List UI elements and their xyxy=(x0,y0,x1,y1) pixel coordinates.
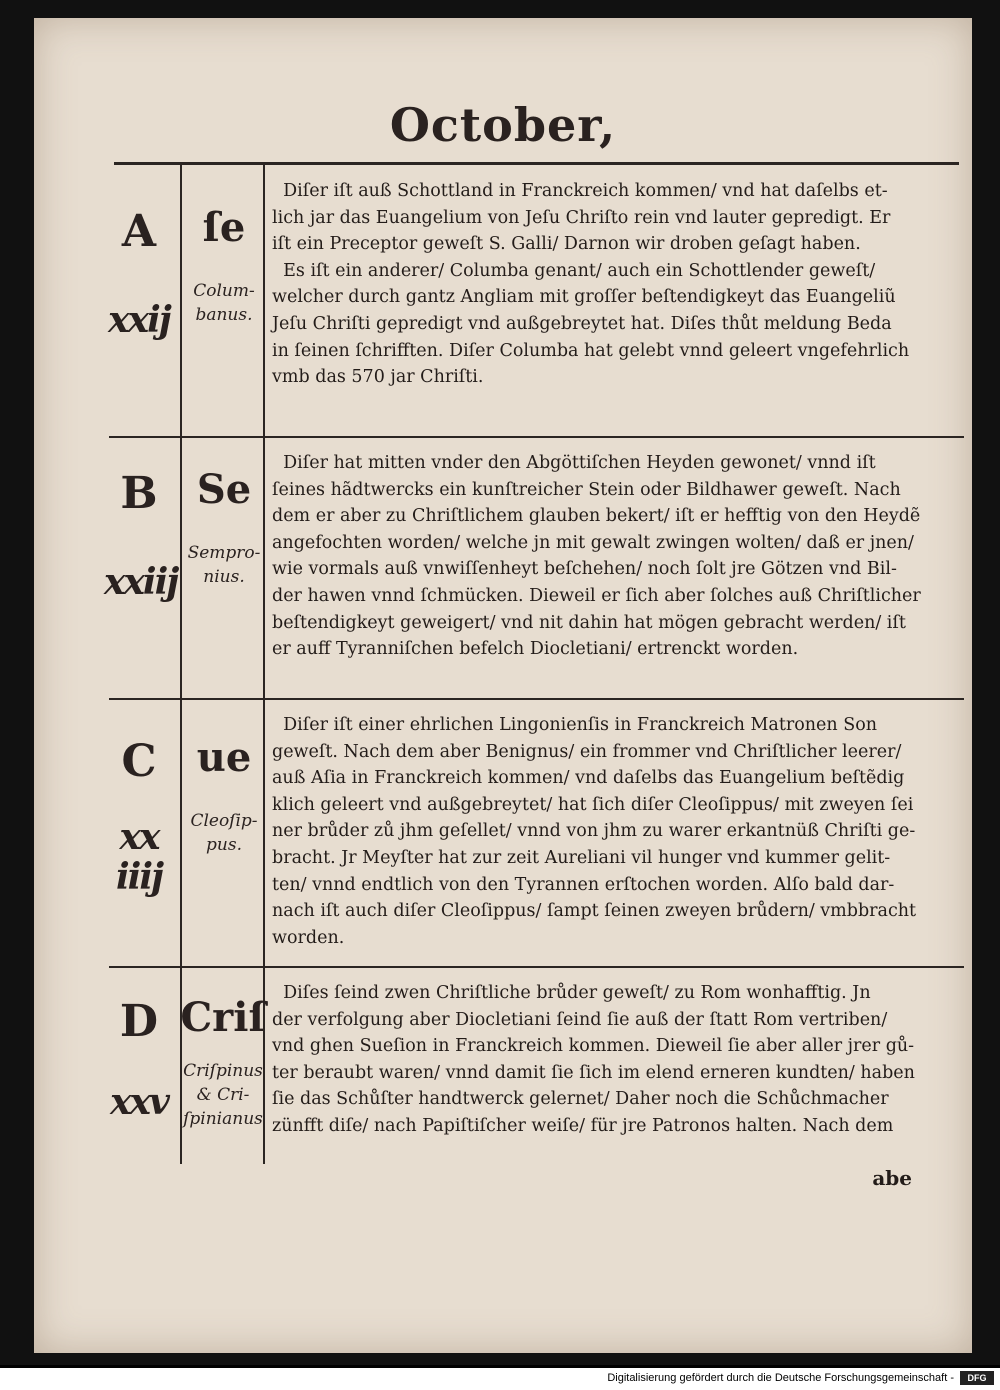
dominical-letter: C xyxy=(121,736,157,787)
top-rule xyxy=(114,162,959,165)
entry-text: Diſer iſt auß Schottland in Franckreich kommen/ vnd hat daſelbs et- lich jar das Euangelium von Jeſu Chriſto rein vnd lauter gepredigt. Er iſt ein Preceptor geweſt S. Galli/ Darnon wir droben geſagt haben. Es iſt ein anderer/ Columba genant/ auch ein Schottlender geweſt/ welcher durch gantz Angliam mit groſſer beſtendigkeyt das Euangeliũ Jeſu Chriſti gepredigt vnd außgebreytet hat. Diſes thůt meldung Beda in ſeinen ſchrifften. Diſer Columba hat gelebt vnnd geleert vngefehrlich vmb das 570 jar Chriſti. xyxy=(272,181,910,388)
dominical-letter: D xyxy=(119,996,159,1047)
dominical-letter: B xyxy=(120,468,158,519)
entry-separator xyxy=(109,436,964,438)
saint-abbreviation: ue xyxy=(196,734,252,781)
saint-name: Cleoſip- pus. xyxy=(190,811,258,855)
saint-cell xyxy=(184,466,264,589)
entry-separator xyxy=(109,698,964,700)
dominical-letter-cell xyxy=(104,206,174,341)
dominical-letter: A xyxy=(121,206,157,257)
funding-credit: Digitalisierung gefördert durch die Deutsche Forschungsgemeinschaft - xyxy=(607,1372,954,1384)
page-title: October, xyxy=(389,98,617,152)
saint-cell xyxy=(184,204,264,327)
digitization-footer xyxy=(0,1368,1000,1390)
entry-separator xyxy=(109,966,964,968)
saint-abbreviation: ſe xyxy=(202,204,246,251)
book-page xyxy=(34,18,972,1353)
entry-text: Diſer iſt einer ehrlichen Lingonienſis in Franckreich Matronen Son geweſt. Nach dem aber Benignus/ ein frommer vnd Chriſtlicher leerer/ auß Aſia in Franckreich kommen/ vnd daſelbs das Euangelium beſtẽdig klich geleert vnd außgebreytet/ hat ſich diſer Cleoſippus/ mit zweyen ſei ner brůder zů jhm geſellet/ vnnd von jhm zu warer erkantnüß Chriſti ge- bracht. Jr Meyſter hat zur zeit Aureliani vil hunger vnd kummer gelit- ten/ vnnd endtlich von den Tyrannen erſtochen worden. Alſo bald dar- nach iſt auch diſer Cleoſippus/ ſampt ſeinen zweyen brůdern/ vmbbracht worden. xyxy=(272,715,917,948)
dominical-letter-cell xyxy=(104,996,174,1123)
dfg-logo: DFG xyxy=(960,1371,994,1385)
saint-abbreviation: Se xyxy=(196,466,252,513)
saint-name: Criſpinus & Cri- ſpinianus xyxy=(183,1061,263,1129)
day-number: xxv xyxy=(110,1081,168,1123)
dominical-letter-cell xyxy=(104,468,178,603)
saint-abbreviation: Criſ xyxy=(180,994,266,1041)
saint-name: Colum- banus. xyxy=(193,281,255,325)
day-number: xxiij xyxy=(104,561,178,603)
saint-name: Sempro- nius. xyxy=(187,543,261,587)
day-number: xx iiij xyxy=(115,816,163,898)
day-number: xxij xyxy=(108,299,170,341)
entry-text: Diſes ſeind zwen Chriſtliche brůder geweſt/ zu Rom wonhafftig. Jn der verfolgung aber Diocletiani ſeind ſie auß der ſtatt Rom vertriben/ vnd ghen Sueſion in Franckreich kommen. Dieweil ſie aber aller jrer gů- ter beraubt waren/ vnnd damit ſie ſich im elend erneren kundten/ haben ſie das Schůſter handtwerck gelernet/ Daher noch die Schůchmacher zünfft diſe/ nach Papiſtiſcher weiſe/ für jre Patronos halten. Nach dem xyxy=(272,983,915,1136)
entry-text: Diſer hat mitten vnder den Abgöttiſchen Heyden gewonet/ vnnd iſt ſeines hãdtwercks ein kunſtreicher Stein oder Bildhawer geweſt. Nach dem er aber zu Chriſtlichem glauben bekert/ iſt er hefftig von den Heydẽ angefochten worden/ welche jn mit gewalt zwingen wolten/ daß er jnen/ wie vormals auß vnwiſſenheyt beſchehen/ noch ſolt jre Götzen vnd Bil- der hawen vnnd ſchmücken. Dieweil er ſich aber ſolches auß Chriſtlicher beſtendigkeyt geweigert/ vnd nit dahin hat mögen gebracht werden/ iſt er auff Tyranniſchen befelch Diocletiani/ ertrenckt worden. xyxy=(272,453,921,660)
dominical-letter-cell xyxy=(104,736,174,897)
catchword: abe xyxy=(872,1166,912,1190)
saint-cell xyxy=(184,734,264,857)
saint-cell xyxy=(180,994,266,1131)
